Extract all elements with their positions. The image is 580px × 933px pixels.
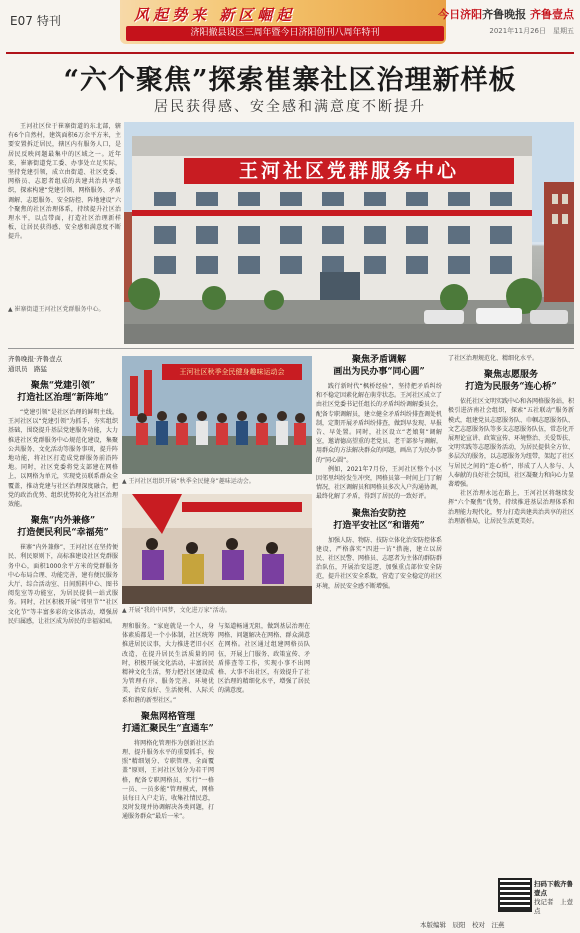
editor-credits: 本版编辑 辰阳 校对 汪燕 [420,921,505,929]
page-number: E07 特刊 [10,14,61,28]
qr-caption-line-1: 扫码下载齐鲁壹点 [534,880,573,897]
qr-caption-line-2: 找记者 上壹点 [534,898,573,915]
subheadline: 居民获得感、安全感和满意度不断提升 [154,99,426,115]
column-3 [218,622,310,922]
body-paragraph: “党建引领”是社区治理的鲜明主线。王河社区以“党建引领”为抓手，夯实组织基础，围绕提升基层党建服务功能，大力推进社区党群服务中心规范化建设，集聚公共服务、文化活动等服务事项，提升阵地功能，将社区打造成党群服务前沿阵地。同时，社区党委将党支部建在网格上，以网格为单元，实现党员联系群众全覆盖，推动党建与社区治理深度融合，把党的政治优势、组织优势转化为社区治理效能。 [8,409,118,509]
body-paragraph: 将网格化管理作为创新社区治理、提升服务水平的重要抓手，按照“精细划分、专职管理、全面覆盖”原则，王河社区划分为若干网格，配备专职网格员，实行“一格一员、一员多能”管理模式，网格员每日入户走访，收集社情民意，及时发现并协调解决各类问题，打通服务群众“最后一米”。 [122,739,214,821]
subhead-public-security: 聚焦治安防控 打造平安社区“和谐苑” [333,508,425,531]
subhead-volunteer-service: 聚焦志愿服务 打造为民服务“连心桥” [465,370,557,393]
qr-code[interactable] [498,878,532,912]
body-paragraph: 践行新时代“枫桥经验”，坚持把矛盾纠纷和不稳定因素化解在萌芽状态。王河社区成立了由社区党委书记任组长的矛盾纠纷调解委员会，配备专职调解员，建立健全矛盾纠纷排查调处机制，定期开展矛盾纠纷排查，做到早发现、早报告、早处置。同时，社区设立“老娘舅”调解室，邀请德高望重的老党员、老干部参与调解，用群众的方法解决群众的问题，画出了为民办事的“同心圆”。 [316,383,442,464]
header-rule [6,52,574,54]
brand-app: 齐鲁壹点 [530,8,574,21]
body-paragraph: 与渠道畅通无阻，做到基层治理在网格、问题解决在网格、群众满意在网格。社区通过组建网格员队伍，开展上门服务、政策宣传、矛盾排查等工作，实现小事不出网格、大事不出社区，有效提升了社区治理的精细化水平，增强了居民的满意度。 [218,623,310,695]
body-paragraph: 理和服务。“家庭就是一个人，身体素质都是一个小体制，社区统筹推进居民议事，大力推进老旧小区改造，在提升居民生活质量的同时，积极开展文化活动，丰富居民精神文化生活，努力把社区建设成为管理有序、服务完善、环境优美、治安良好、生活便利、人际关系和谐的新型社区。” [122,623,214,704]
subhead-dispute-mediation: 聚焦矛盾调解 画出为民办事“同心圆” [333,355,425,377]
lead-paragraph: 王河社区位于崔寨街道的东北部，辖有6个自然村，建筑面积6万余平方米，主要安置拆迁居民，辖区内有服务人口，是居民反映问题最集中的区域之一。近年来，崔寨街道党工委、办事处立足实际，坚持党建引领，成立由街道、社区党委、网格员、志愿者组成的共建共治共享组织，探索构建“党建引领、网格服务、矛盾调解、志愿服务、安全防控、阵地建设”六个聚焦的社区治理体系，持续提升社区治理水平，以点带面，打造社区治理新样板，让居民获得感、安全感和满意度不断提升。 [8,123,121,241]
section-label: 特刊 [36,14,61,28]
body-paragraph: 社区治理永远在路上，王河社区将继续发挥“六个聚焦”优势，持续推进基层治理体系和治理能力现代化，努力打造共建共治共享的社区治理新格局，让居民生活更美好。 [448,490,574,525]
byline-2: 通讯员 路猛 [8,365,47,373]
sports-event-photo [122,356,312,474]
main-photo [124,122,574,344]
column-5 [448,354,574,872]
masthead-brand [438,6,574,22]
banner-title: 风起势来 新区崛起 [134,6,296,24]
brand-paper: 齐鲁晚报 [482,8,527,21]
body-paragraph: 了社区治理规范化、精细化水平。 [448,355,539,362]
banner-subtitle: 济阳撤县设区三周年暨今日济阳创刊八周年特刊 [126,26,444,41]
sports-photo-caption: ▲ 王河社区组织开展“秋季全民健身”趣味运动会。 [122,478,255,485]
subhead-inside-outside: 聚焦“内外兼修” 打造便民利民“幸福苑” [17,516,109,539]
building-illustration [124,122,574,344]
section-divider [8,348,574,349]
page-header [0,0,580,52]
building-sign: 王河社区党群服务中心 [238,160,459,182]
column-1 [8,354,118,924]
headline: “六个聚焦”探索崔寨社区治理新样板 [63,65,517,96]
column-2 [122,622,214,922]
body-paragraph: 依托社区文明实践中心和各网格服务站，积极引进济南社会组织，探索“五社联动”服务新模式，组建党员志愿服务队、巾帼志愿服务队、文艺志愿服务队等多支志愿服务队伍，常态化开展理论宣讲、政策宣传、环境整治、关爱帮扶、文明实践等志愿服务活动，为居民提供全方位、多层次的服务，以志愿服务为纽带，架起了社区与居民之间的“连心桥”，形成了人人参与、人人奉献的良好社会氛围，社区凝聚力和向心力显著增强。 [448,398,574,489]
subhead-grid-management: 聚焦网格管理 打通汇聚民生“直通车” [122,711,214,734]
subhead-party-building: 聚焦“党建引领” 打造社区治理“新阵地” [17,381,109,403]
byline-1: 齐鲁晚报·齐鲁壹点 [8,355,63,363]
issue-date: 2021年11月26日 星期五 [489,27,574,35]
body-paragraph: 加强人防、物防、技防立体化治安防控体系建设，严格落实“四进一访”措施，建立以居民、社区民警、网格员、志愿者为主体的群防群治队伍，开展治安巡逻，加强重点部位安全防范，提升社区安全系数，营造了安全稳定的社区环境，居民安全感不断增强。 [316,536,442,590]
qr-caption [534,880,578,916]
body-paragraph: 崔寨“内外兼修”，王河社区在坚持便民、利民原则下，高标准建设社区党群服务中心，面积1000余平方米的党群服务中心布局合理、功能完善，建有便民服务大厅、综合活动室、日间照料中心、图书阅览室等功能室，为居民提供一站式服务。同时，社区积极开展“邻里节”“社区文化节”等丰富多彩的文体活动，增强居民归属感，让社区成为居民的幸福家园。 [8,544,118,625]
special-issue-banner [120,0,446,44]
column-4 [316,354,442,922]
performers-illustration [122,494,312,604]
event-banner-text: 王河社区秋季全民健身趣味运动会 [179,368,285,376]
brand-prefix: 今日济阳 [438,8,483,21]
body-paragraph: 例如，2021年7月份，王河社区整个小区因邻里纠纷发生冲突，网格员第一时间上门了解情况，社区调解员和网格员多次入户沟通协调，最终化解了矛盾，得到了居民的一致好评。 [316,465,442,501]
main-photo-caption: ▲ 崔寨街道王河社区党群服务中心。 [8,306,105,313]
performance-photo-caption: ▲ 开展“我的中国梦，文化进万家”活动。 [122,607,231,614]
performance-photo [122,494,312,604]
